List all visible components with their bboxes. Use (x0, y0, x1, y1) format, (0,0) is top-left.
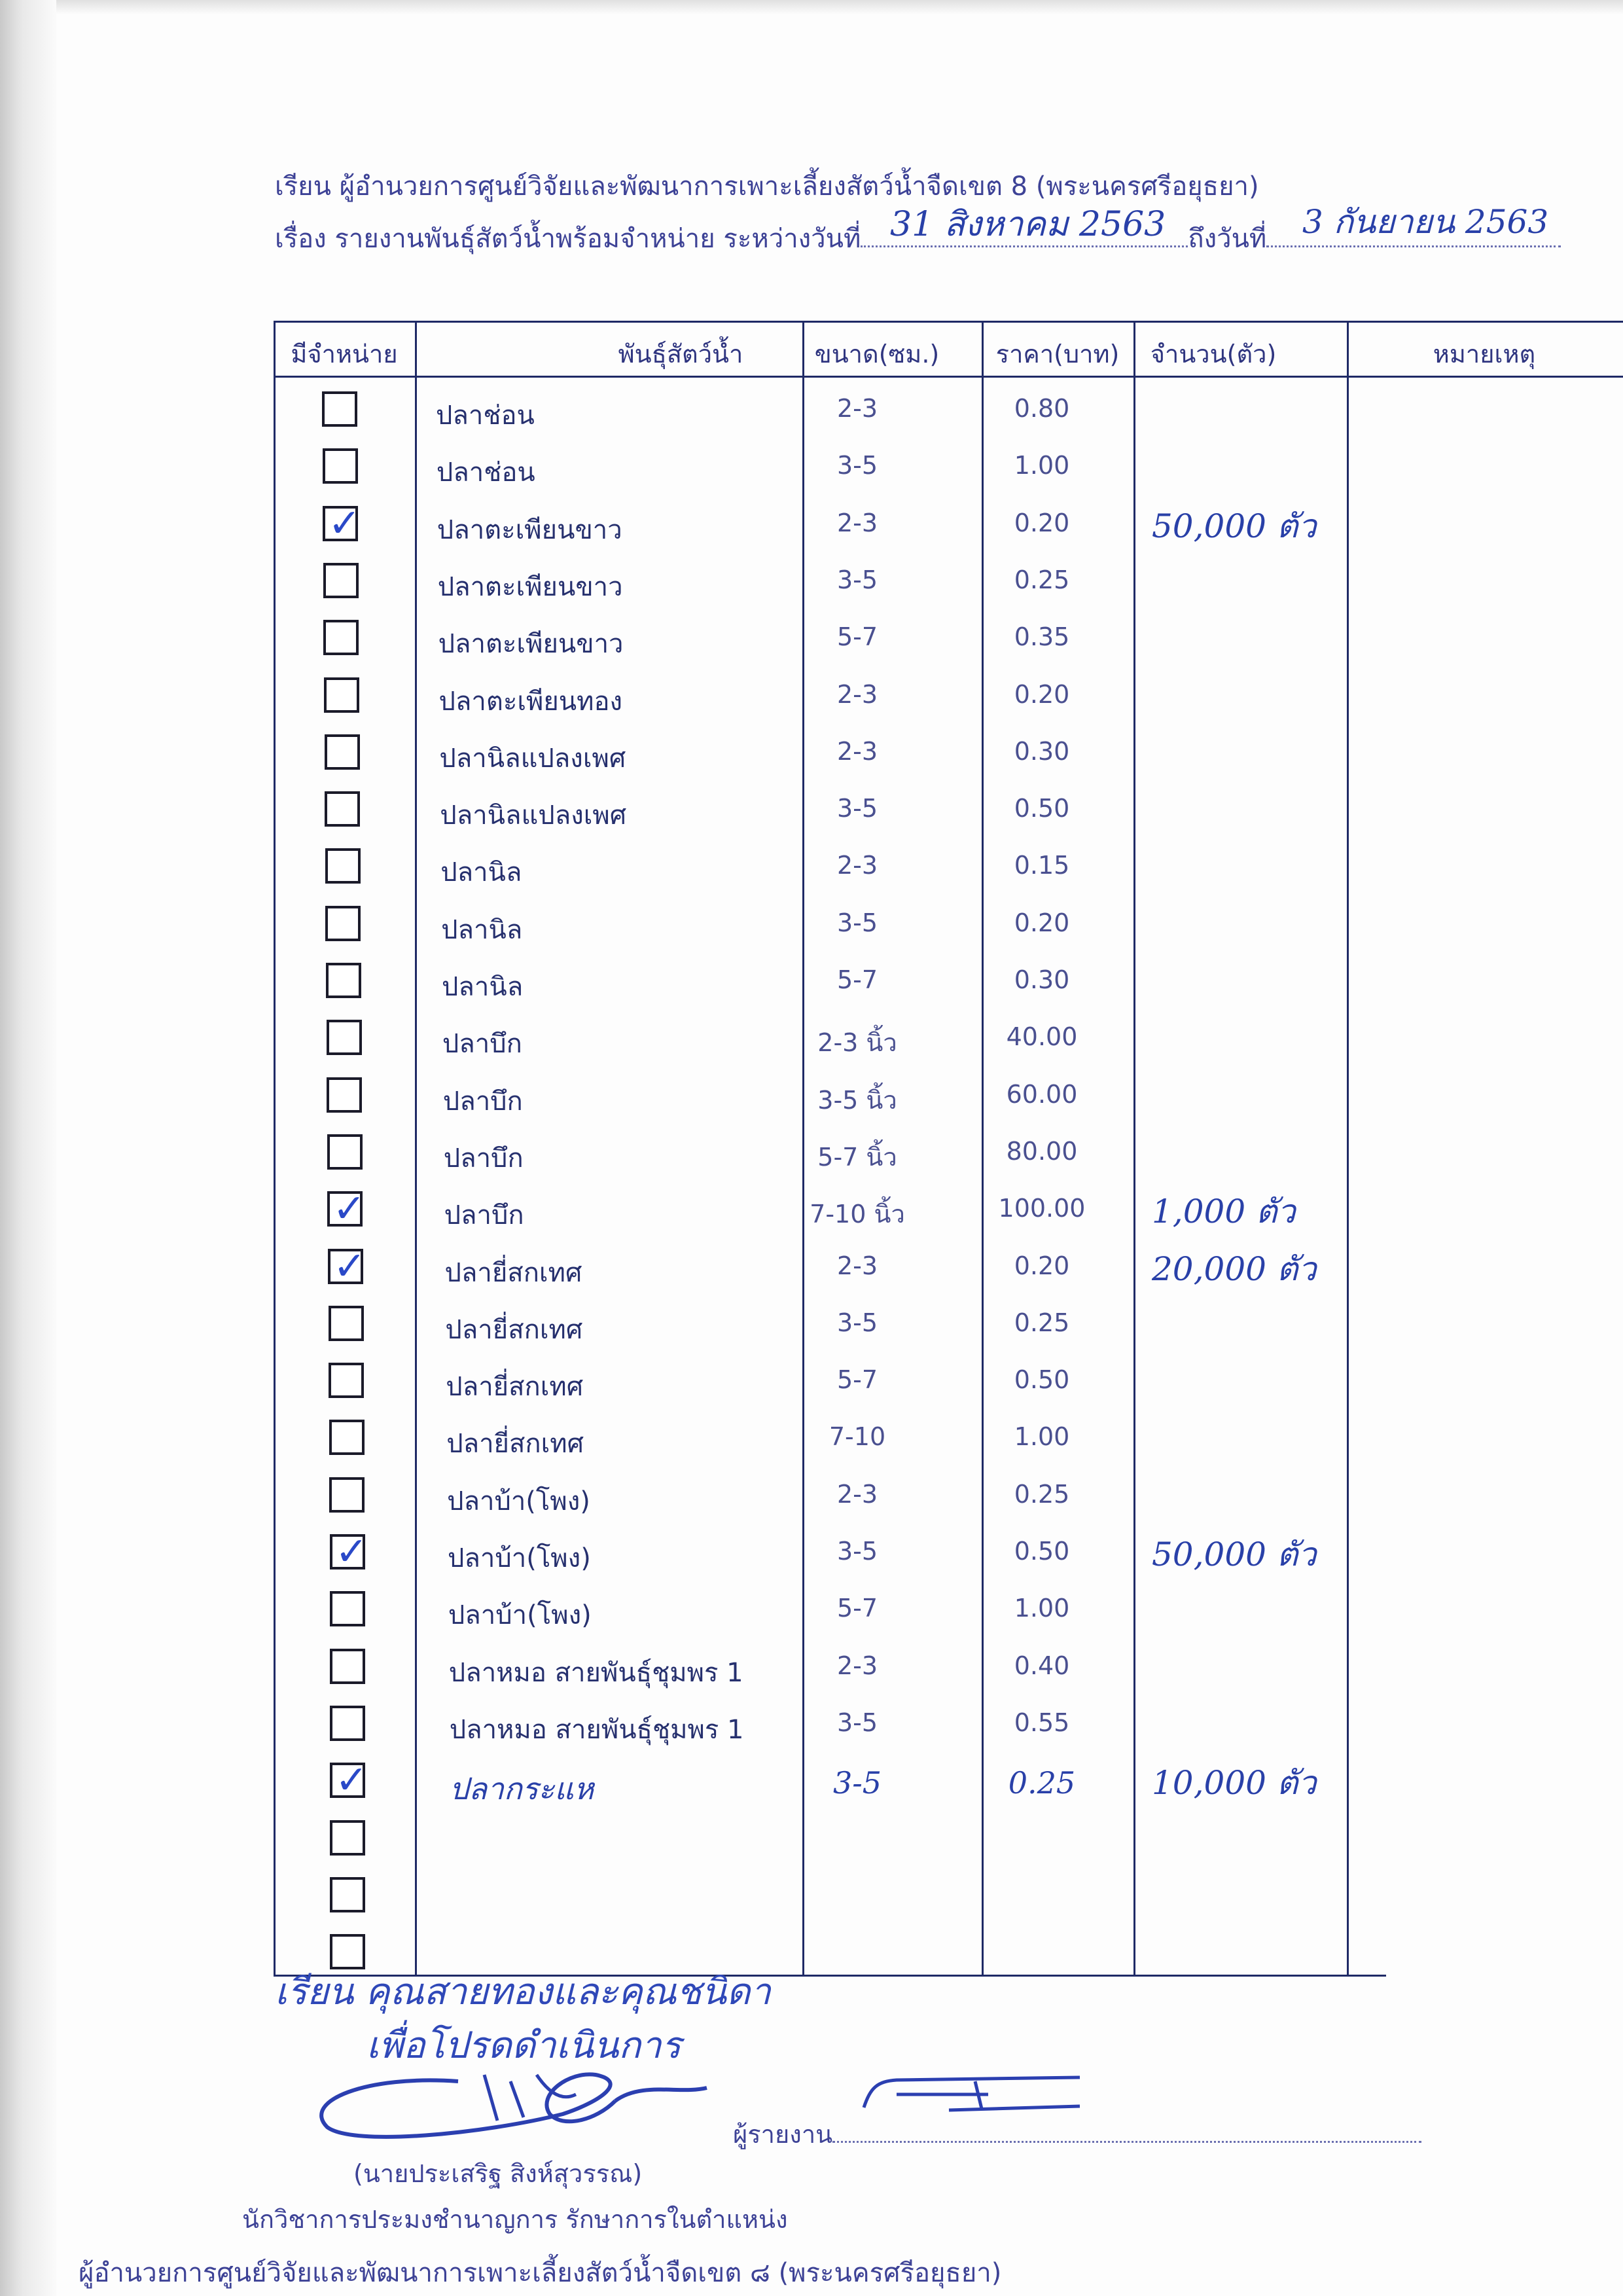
fish-stock-table (274, 321, 1623, 1977)
price-cell: 0.50 (1014, 794, 1070, 823)
species-cell: ปลาช่อน (436, 457, 535, 488)
table-row (274, 1524, 1623, 1581)
signatory-position: นักวิชาการประมงชำนาญการ รักษาการในตำแหน่ง (242, 2205, 788, 2234)
table-row (274, 1581, 1623, 1638)
species-cell: ปลาบ้า(โพง) (448, 1600, 592, 1631)
size-cell: 3-5 (836, 1537, 878, 1566)
available-checkbox[interactable] (330, 1820, 365, 1856)
table-row (274, 1409, 1623, 1466)
species-cell: ปลานิลแปลงเพศ (439, 743, 626, 774)
species-cell: ปลาช่อน (436, 401, 535, 431)
quantity-cell: 50,000 ตัว (1152, 1535, 1317, 1573)
size-cell: 3-5 (836, 565, 878, 594)
col-header-species: พันธุ์สัตว์น้ำ (618, 340, 743, 368)
table-row (274, 381, 1623, 438)
price-cell: 80.00 (1006, 1136, 1078, 1166)
available-checkbox[interactable] (325, 906, 361, 941)
col-header-remarks: หมายเหตุ (1433, 340, 1536, 368)
table-row (274, 609, 1623, 666)
price-cell: 0.25 (1014, 1479, 1070, 1509)
price-cell: 0.40 (1014, 1651, 1070, 1680)
table-row (274, 667, 1623, 724)
species-cell: ปลานิล (441, 914, 523, 945)
species-cell: ปลาตะเพียนขาว (438, 629, 624, 660)
available-checkbox[interactable] (327, 1134, 363, 1170)
reporter-label: ผู้รายงาน (733, 2120, 833, 2149)
size-cell: 5-7 (836, 1365, 878, 1395)
available-checkbox[interactable] (323, 506, 358, 541)
quantity-cell: 1,000 ตัว (1152, 1193, 1296, 1231)
table-row (274, 1352, 1623, 1409)
table-row (274, 838, 1623, 895)
available-checkbox[interactable] (330, 1534, 365, 1570)
size-cell: 2-3 (836, 508, 878, 537)
species-cell: ปลานิล (440, 857, 522, 888)
table-row (274, 1810, 1623, 1867)
table-row (274, 495, 1623, 552)
available-checkbox[interactable] (328, 1249, 363, 1284)
price-cell: 0.25 (1014, 1308, 1070, 1337)
price-cell: 0.15 (1014, 851, 1070, 880)
price-cell: 0.50 (1014, 1537, 1070, 1566)
available-checkbox[interactable] (326, 963, 361, 998)
table-row (274, 1467, 1623, 1524)
species-cell: ปลายี่สกเทศ (445, 1314, 583, 1345)
price-cell: 0.25 (1008, 1765, 1076, 1801)
price-cell: 0.30 (1014, 965, 1070, 994)
reporter-line (733, 2114, 1421, 2154)
approval-note-line1: เรียน คุณสายทองและคุณชนิดา (275, 1971, 771, 2013)
table-row (274, 1295, 1623, 1352)
table-header-border (274, 376, 1623, 378)
species-cell: ปลายี่สกเทศ (446, 1372, 584, 1403)
size-cell: 3-5 (832, 1765, 882, 1801)
size-cell: 5-7 (836, 965, 878, 994)
scan-edge-shadow (0, 0, 56, 2296)
species-cell: ปลาตะเพียนขาว (437, 514, 622, 545)
table-row (274, 438, 1623, 495)
quantity-cell: 50,000 ตัว (1152, 507, 1317, 545)
species-cell: ปลาตะเพียนทอง (438, 686, 623, 717)
col-header-price: ราคา(บาท) (995, 340, 1120, 368)
price-cell: 0.25 (1014, 565, 1070, 594)
price-cell: 1.00 (1014, 451, 1070, 480)
available-checkbox[interactable] (330, 1706, 365, 1741)
species-cell: ปลายี่สกเทศ (444, 1257, 582, 1288)
species-cell: ปลาหมอ สายพันธุ์ชุมพร 1 (449, 1714, 744, 1745)
price-cell: 40.00 (1006, 1022, 1078, 1052)
available-checkbox[interactable] (329, 1420, 365, 1455)
price-cell: 0.35 (1014, 622, 1070, 652)
table-top-border (274, 321, 1623, 323)
price-cell: 0.80 (1014, 394, 1070, 423)
available-checkbox[interactable] (325, 791, 360, 827)
price-cell: 1.00 (1014, 1594, 1070, 1623)
species-cell: ปลาบ้า(โพง) (447, 1486, 590, 1516)
size-cell: 7-10 นิ้ว (810, 1200, 905, 1229)
available-checkbox[interactable] (330, 1877, 365, 1912)
size-cell: 3-5 นิ้ว (817, 1085, 897, 1115)
price-cell: 0.55 (1014, 1708, 1070, 1737)
price-cell: 0.20 (1014, 508, 1070, 537)
table-row (274, 552, 1623, 609)
species-cell: ปลากระแห (449, 1771, 594, 1807)
col-header-available: มีจำหน่าย (291, 340, 398, 368)
species-cell: ปลานิล (442, 972, 524, 1002)
price-cell: 100.00 (998, 1194, 1086, 1223)
size-cell: 3-5 (836, 451, 878, 480)
price-cell: 0.20 (1014, 679, 1070, 709)
species-cell: ปลาบึก (443, 1143, 524, 1174)
available-checkbox[interactable] (329, 1477, 365, 1513)
species-cell: ปลาบ้า(โพง) (448, 1543, 591, 1573)
signatory-name: (นายประเสริฐ สิงห์สุวรรณ) (353, 2159, 643, 2188)
table-row (274, 1638, 1623, 1695)
available-checkbox[interactable] (327, 1077, 362, 1113)
date-from-handwritten: 31 สิงหาคม 2563 (890, 205, 1166, 244)
species-cell: ปลานิลแปลงเพศ (440, 800, 627, 831)
species-cell: ปลาบึก (442, 1086, 523, 1117)
price-cell: 0.20 (1014, 1251, 1070, 1280)
reporter-dotted-line (832, 2119, 1421, 2143)
available-checkbox[interactable] (329, 1363, 364, 1398)
available-checkbox[interactable] (322, 391, 357, 427)
available-checkbox[interactable] (324, 677, 359, 713)
price-cell: 0.20 (1014, 908, 1070, 937)
col-header-size: ขนาด(ซม.) (814, 340, 940, 368)
quantity-cell: 10,000 ตัว (1152, 1764, 1317, 1803)
available-checkbox[interactable] (330, 1591, 365, 1626)
table-row (274, 895, 1623, 952)
size-cell: 2-3 (836, 679, 878, 709)
species-cell: ปลาหมอ สายพันธุ์ชุมพร 1 (448, 1657, 743, 1688)
available-checkbox[interactable] (325, 848, 361, 884)
table-row (274, 1181, 1623, 1238)
director-signature (288, 2055, 746, 2147)
size-cell: 3-5 (836, 1308, 878, 1337)
table-row (274, 1695, 1623, 1752)
size-cell: 2-3 (836, 851, 878, 880)
size-cell: 2-3 (836, 1251, 878, 1280)
subject-prefix: เรื่อง รายงานพันธุ์สัตว์น้ำพร้อมจำหน่าย ระหว่างวันที่ (275, 224, 861, 254)
table-row (274, 1124, 1623, 1181)
available-checkbox[interactable] (329, 1306, 364, 1341)
size-cell: 5-7 นิ้ว (817, 1142, 897, 1172)
table-row (274, 724, 1623, 781)
size-cell: 2-3 (836, 1651, 878, 1680)
available-checkbox[interactable] (323, 620, 359, 655)
available-checkbox[interactable] (327, 1020, 362, 1055)
available-checkbox[interactable] (325, 734, 360, 770)
available-checkbox[interactable] (330, 1649, 365, 1684)
available-checkbox[interactable] (323, 563, 359, 598)
table-row (274, 1238, 1623, 1295)
species-cell: ปลาบึก (442, 1029, 522, 1060)
species-cell: ปลายี่สกเทศ (446, 1429, 584, 1460)
table-row (274, 781, 1623, 838)
size-cell: 7-10 (829, 1422, 886, 1452)
size-cell: 5-7 (836, 622, 878, 652)
reporter-signature (857, 2062, 1093, 2121)
size-cell: 2-3 (836, 1479, 878, 1509)
available-checkbox[interactable] (323, 448, 358, 484)
price-cell: 60.00 (1006, 1079, 1078, 1109)
approval-note-line2: เพื่อโปรดดำเนินการ (366, 2024, 681, 2067)
table-row (274, 1867, 1623, 1924)
date-to-handwritten: 3 กันยายน 2563 (1302, 203, 1549, 241)
price-cell: 1.00 (1014, 1422, 1070, 1452)
size-cell: 2-3 (836, 736, 878, 766)
price-cell: 0.30 (1014, 736, 1070, 766)
signatory-organization: ผู้อำนวยการศูนย์วิจัยและพัฒนาการเพาะเลี้ยงสัตว์น้ำจืดเขต ๘ (พระนครศรีอยุธยา) (79, 2258, 1002, 2288)
price-cell: 0.50 (1014, 1365, 1070, 1395)
quantity-cell: 20,000 ตัว (1152, 1249, 1317, 1288)
scan-top-shadow (56, 0, 1623, 14)
species-cell: ปลาบึก (444, 1200, 524, 1231)
species-cell: ปลาตะเพียนขาว (437, 571, 623, 602)
available-checkbox[interactable] (327, 1191, 363, 1227)
subject-to-label: ถึงวันที่ (1188, 224, 1267, 254)
size-cell: 2-3 นิ้ว (817, 1028, 897, 1058)
table-row (274, 1752, 1623, 1809)
available-checkbox[interactable] (330, 1763, 365, 1798)
size-cell: 3-5 (836, 1708, 878, 1737)
col-header-quantity: จำนวน(ตัว) (1150, 340, 1277, 368)
letter-addressee: เรียน ผู้อำนวยการศูนย์วิจัยและพัฒนาการเพาะเลี้ยงสัตว์น้ำจืดเขต 8 (พระนครศรีอยุธยา) (275, 171, 1259, 202)
size-cell: 5-7 (836, 1594, 878, 1623)
table-row (274, 952, 1623, 1009)
size-cell: 3-5 (836, 908, 878, 937)
size-cell: 2-3 (836, 394, 878, 423)
size-cell: 3-5 (836, 794, 878, 823)
table-row (274, 1067, 1623, 1124)
table-row (274, 1009, 1623, 1066)
